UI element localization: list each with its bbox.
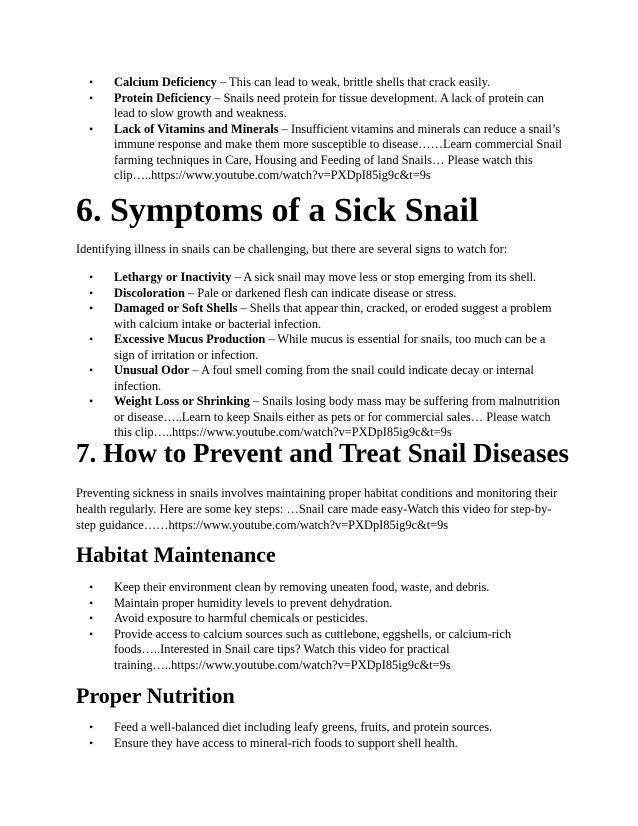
- section-heading: 6. Symptoms of a Sick Snail: [76, 192, 479, 229]
- list-item-term: Damaged or Soft Shells: [114, 301, 238, 315]
- list-item-text: – While mucus is essential for snails, too much can be a sign of irritation or infection.: [114, 332, 546, 362]
- list-item: [76, 301, 566, 332]
- list-item-term: Calcium Deficiency: [114, 75, 217, 89]
- list-item-term: Discoloration: [114, 285, 185, 300]
- symptoms-list: [0, 270, 566, 441]
- list-item: [76, 286, 566, 302]
- list-item-text: – Snails losing body mass may be suffering from malnutrition or disease…..Learn to keep Snails either as pets or for commercial sales… Please watch this clip…..https://www.youtube.com/watch?v=PXDpI85ig9c&t=9s: [114, 394, 560, 439]
- list-item-text: – A sick snail may move less or stop emerging from its shell.: [231, 270, 537, 284]
- list-item-text: – Pale or darkened flesh can indicate disease or stress.: [184, 285, 457, 300]
- list-item-text: – This can lead to weak, brittle shells that crack easily.: [216, 75, 491, 89]
- list-item: • Avoid exposure to harmful chemicals or pesticides.: [76, 611, 566, 627]
- subsection-heading: Habitat Maintenance: [76, 542, 276, 567]
- list-item-text: – Snails need protein for tissue development. A lack of protein can lead to slow growth and weakness.: [114, 90, 544, 120]
- list-item: • Maintain proper humidity levels to prevent dehydration.: [76, 596, 566, 612]
- list-item-text: – Shells that appear thin, cracked, or eroded suggest a problem with calcium intake or bacterial infection.: [114, 301, 552, 331]
- list-item: [76, 91, 566, 122]
- list-item-term: Unusual Odor: [114, 363, 190, 377]
- list-item: [76, 75, 566, 91]
- list-item-term: Excessive Mucus Production: [114, 332, 266, 346]
- list-item: • Keep their environment clean by removing uneaten food, waste, and debris.: [76, 580, 566, 596]
- list-item-term: Protein Deficiency: [114, 90, 212, 105]
- list-item-text: – Insufficient vitamins and minerals can reduce a snail’s immune response and make them more susceptible to disease……Learn commercial Snail farming techniques in Care, Housing and Feeding of land Snails… Please watch this clip…..https://www.youtube.com/watch?v=PXDpI85ig9c&t=9s: [114, 121, 562, 182]
- list-item: [76, 270, 566, 286]
- list-item-term: Weight Loss or Shrinking: [114, 394, 250, 408]
- list-item: [76, 363, 566, 394]
- list-item: [76, 122, 566, 184]
- list-item: • Feed a well-balanced diet including leafy greens, fruits, and protein sources.: [76, 720, 566, 736]
- list-item-term: Lack of Vitamins and Minerals: [114, 121, 279, 136]
- list-item: • Ensure they have access to mineral-rich foods to support shell health.: [76, 736, 566, 752]
- list-item: [76, 394, 566, 441]
- list-item-term: Lethargy or Inactivity: [114, 270, 232, 284]
- list-item: • Provide access to calcium sources such as cuttlebone, eggshells, or calcium-rich foods…..Interested in Snail care tips? Watch this video for practical training…..https://www.youtube.com/watch?v=PXDpI85ig9c&t=9s: [76, 627, 566, 674]
- section-heading: 7. How to Prevent and Treat Snail Diseases: [76, 438, 570, 468]
- deficiency-list: [0, 75, 566, 184]
- section-intro: Identifying illness in snails can be challenging, but there are several signs to watch for:: [76, 242, 508, 256]
- nutrition-list: [0, 720, 566, 751]
- section-intro: Preventing sickness in snails involves maintaining proper habitat conditions and monitoring their health regularly. Here are some key steps: …Snail care made easy-Watch this video for step-by-step guidance……https://www.youtube.com/watch?v=PXDpI85ig9c&t=9s: [76, 486, 558, 532]
- list-item-text: – A foul smell coming from the snail could indicate decay or internal infection.: [114, 363, 534, 393]
- habitat-list: [0, 580, 566, 673]
- list-item: [76, 332, 566, 363]
- subsection-heading: Proper Nutrition: [76, 683, 235, 708]
